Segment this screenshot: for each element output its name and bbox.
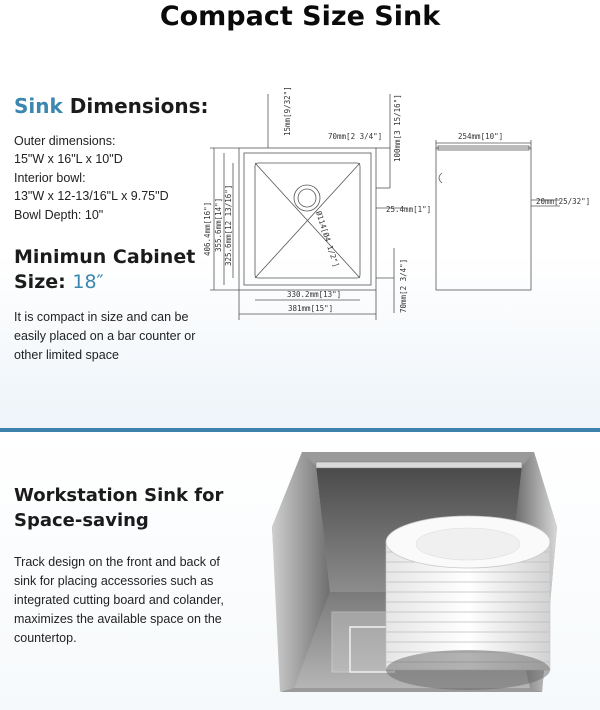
interior-bowl-value: 13"W x 12-13/16"L x 9.75"D (14, 189, 169, 204)
sink-dimensions-heading (14, 94, 209, 118)
cabinet-size-label: Size: (14, 271, 73, 293)
dim-top-flange: 70mm[2 3/4"] (328, 132, 383, 141)
outer-dimensions-label: Outer dimensions: (14, 134, 116, 148)
heading-rest: Dimensions: (62, 94, 209, 118)
dim-outer-width: 381mm[15"] (288, 304, 334, 313)
workstation-heading: Workstation Sink for Space-saving (14, 485, 224, 531)
dim-side-rim: 20mm[25/32"] (536, 197, 591, 206)
sink-side-outline (436, 148, 531, 290)
dim-outer-length: 406.4mm[16"] (203, 201, 212, 256)
page-title: Compact Size Sink (159, 1, 441, 32)
sink-outer-outline (239, 148, 376, 290)
outer-dimensions-value: 15"W x 16"L x 10"D (14, 152, 123, 167)
dim-top-corner: 15mm[9/32"] (283, 86, 292, 136)
dim-bottom-flange: 70mm[2 3/4"] (399, 258, 408, 313)
plate-stack (386, 516, 550, 690)
dim-inner-length: 325.6mm[12 13/16"] (224, 184, 233, 266)
dim-mid-length: 355.6mm[14"] (214, 197, 223, 252)
dim-inner-width: 330.2mm[13"] (287, 290, 342, 299)
cabinet-size-heading (14, 245, 214, 295)
sink-product-photo (272, 452, 562, 700)
cabinet-description: It is compact in size and can be easily placed on a bar counter or other limited space (14, 310, 196, 362)
interior-bowl-label: Interior bowl: (14, 170, 86, 185)
sink-technical-drawing (200, 86, 591, 328)
workstation-description: Track design on the front and back of sink for placing accessories such as integrated cutting board and colander, maximizes the available space on the countertop. (14, 555, 224, 645)
bowl-depth: Bowl Depth: 10" (14, 207, 104, 222)
dim-top-right-depth: 100mm[3 15/16"] (393, 94, 402, 162)
dim-drain-diameter: Ø114[Ø4 1/2"] (314, 209, 341, 269)
dim-drain-offset: 25.4mm[1"] (386, 205, 432, 214)
cabinet-heading-prefix: Minimun Cabinet (14, 246, 196, 268)
dimension-specs (14, 132, 204, 224)
cabinet-size-value: 18″ (72, 271, 104, 293)
dim-side-depth: 254mm[10"] (458, 132, 504, 141)
heading-accent-word: Sink (14, 94, 63, 118)
sink-rim-outline (244, 153, 371, 285)
